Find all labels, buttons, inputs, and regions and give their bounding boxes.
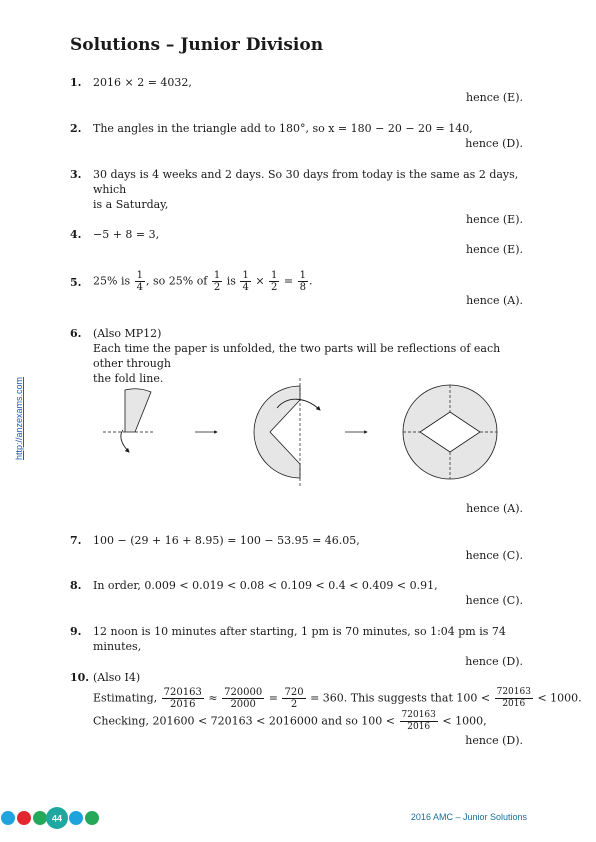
solution-2 — [70, 121, 523, 151]
denominator: 8 — [299, 282, 306, 293]
denominator: 2 — [290, 699, 298, 710]
solution-4 — [70, 227, 523, 257]
denominator: 2 — [271, 282, 278, 293]
footer-title: 2016 AMC – Junior Solutions — [410, 812, 527, 822]
estimating-line — [93, 687, 582, 710]
anzexams-link[interactable]: http://anzexams.com — [14, 376, 24, 460]
answer-line: hence (D). — [465, 137, 523, 150]
solution-7 — [70, 533, 523, 563]
page-number: 44 — [51, 813, 63, 824]
fraction — [282, 687, 305, 710]
question-number: 10. — [70, 671, 90, 684]
dot-blue — [69, 811, 83, 825]
fraction-one-half — [212, 270, 222, 293]
denominator: 4 — [136, 282, 143, 293]
folded-sector-shape — [103, 389, 155, 432]
text-part: 25% is — [93, 274, 131, 288]
answer-line: hence (D). — [465, 734, 523, 747]
solution-6-answer — [70, 501, 523, 516]
answer-line: hence (D). — [465, 655, 523, 668]
fraction-one-quarter — [240, 270, 250, 293]
solution-3 — [70, 167, 523, 227]
solution-9 — [70, 624, 523, 669]
answer-line: hence (E). — [466, 213, 523, 226]
numerator: 720163 — [163, 687, 202, 698]
solution-text: The angles in the triangle add to 180°, so x = 180 − 20 − 20 = 140, — [93, 122, 473, 135]
solution-1 — [70, 75, 523, 105]
fraction-one-half — [269, 270, 279, 293]
solution-text-line-1: 30 days is 4 weeks and 2 days. So 30 days from today is the same as 2 days, which — [93, 168, 519, 196]
solution-text: −5 + 8 = 3, — [93, 228, 160, 241]
fraction — [495, 687, 533, 710]
denominator: 2016 — [502, 699, 526, 709]
solution-8 — [70, 578, 523, 608]
footer-dots-decoration — [0, 806, 110, 830]
solution-text-line-2: the fold line. — [93, 372, 164, 385]
numerator: 1 — [242, 270, 249, 281]
solution-note: (Also I4) — [93, 671, 141, 684]
approx-sign: ≈ — [208, 691, 218, 705]
text-part: Checking, 201600 < 720163 < 2016000 and so 100 < — [93, 714, 396, 728]
answer-line: hence (E). — [466, 91, 523, 104]
numerator: 1 — [136, 270, 143, 281]
question-number: 5. — [70, 276, 82, 289]
fold-arrow-1 — [121, 430, 129, 452]
text-part: Estimating, — [93, 691, 158, 705]
question-number: 8. — [70, 579, 82, 592]
question-number: 4. — [70, 228, 82, 241]
solution-text: 2016 × 2 = 4032, — [93, 76, 192, 89]
numerator: 1 — [271, 270, 278, 281]
numerator: 1 — [213, 270, 221, 281]
question-number: 1. — [70, 76, 82, 89]
answer-line: hence (E). — [466, 243, 523, 256]
page-title: Solutions – Junior Division — [70, 35, 324, 55]
dot-green — [85, 811, 99, 825]
numerator: 720163 — [496, 687, 531, 697]
answer-line: hence (A). — [466, 294, 523, 307]
denominator: 2016 — [170, 699, 196, 710]
half-unfolded-shape — [254, 378, 300, 486]
numerator: 1 — [299, 270, 306, 281]
fraction — [162, 687, 204, 710]
paper-unfolding-figure — [95, 378, 525, 488]
fully-unfolded-shape — [403, 385, 497, 479]
dot-green — [33, 811, 47, 825]
question-number: 6. — [70, 327, 82, 340]
question-number: 7. — [70, 534, 82, 547]
solution-text-line-1: Each time the paper is unfolded, the two parts will be reflections of each other through — [93, 342, 501, 370]
dot-blue — [1, 811, 15, 825]
text-part: , so 25% of — [145, 274, 208, 288]
fraction-one-eighth — [298, 270, 308, 293]
solution-text: 100 − (29 + 16 + 8.95) = 100 − 53.95 = 46.05, — [93, 534, 360, 547]
dot-red — [17, 811, 31, 825]
solution-text — [93, 270, 523, 293]
answer-line: hence (C). — [465, 594, 523, 607]
numerator: 720163 — [401, 710, 436, 720]
text-part: . — [309, 274, 313, 288]
solution-5 — [70, 270, 523, 308]
solution-10 — [70, 670, 582, 748]
solution-text-line-2: is a Saturday, — [93, 198, 169, 211]
solution-6 — [70, 326, 523, 386]
denominator: 4 — [242, 282, 249, 293]
question-number: 2. — [70, 122, 82, 135]
fraction-one-quarter — [135, 270, 145, 293]
numerator: 720000 — [224, 687, 263, 698]
solution-note: (Also MP12) — [93, 327, 162, 340]
answer-line: hence (A). — [466, 502, 523, 515]
text-part: is — [226, 274, 236, 288]
question-number: 9. — [70, 625, 82, 638]
equals-sign: = — [283, 274, 294, 288]
fraction — [400, 710, 438, 733]
solution-text: In order, 0.009 < 0.019 < 0.08 < 0.109 < 0.4 < 0.409 < 0.91, — [93, 579, 438, 592]
equals-sign: = — [268, 691, 278, 705]
times-sign: × — [255, 274, 265, 288]
denominator: 2000 — [230, 699, 256, 710]
text-part: = 360. This suggests that 100 < — [310, 691, 491, 705]
fraction — [222, 687, 264, 710]
text-part: < 1000, — [442, 714, 487, 728]
solution-text: 12 noon is 10 minutes after starting, 1 pm is 70 minutes, so 1:04 pm is 74 minutes, — [93, 625, 506, 653]
answer-line: hence (C). — [465, 549, 523, 562]
numerator: 720 — [284, 687, 304, 698]
checking-line — [93, 710, 523, 733]
denominator: 2016 — [407, 722, 431, 732]
text-part: < 1000. — [537, 691, 582, 705]
question-number: 3. — [70, 168, 82, 181]
denominator: 2 — [213, 282, 221, 293]
